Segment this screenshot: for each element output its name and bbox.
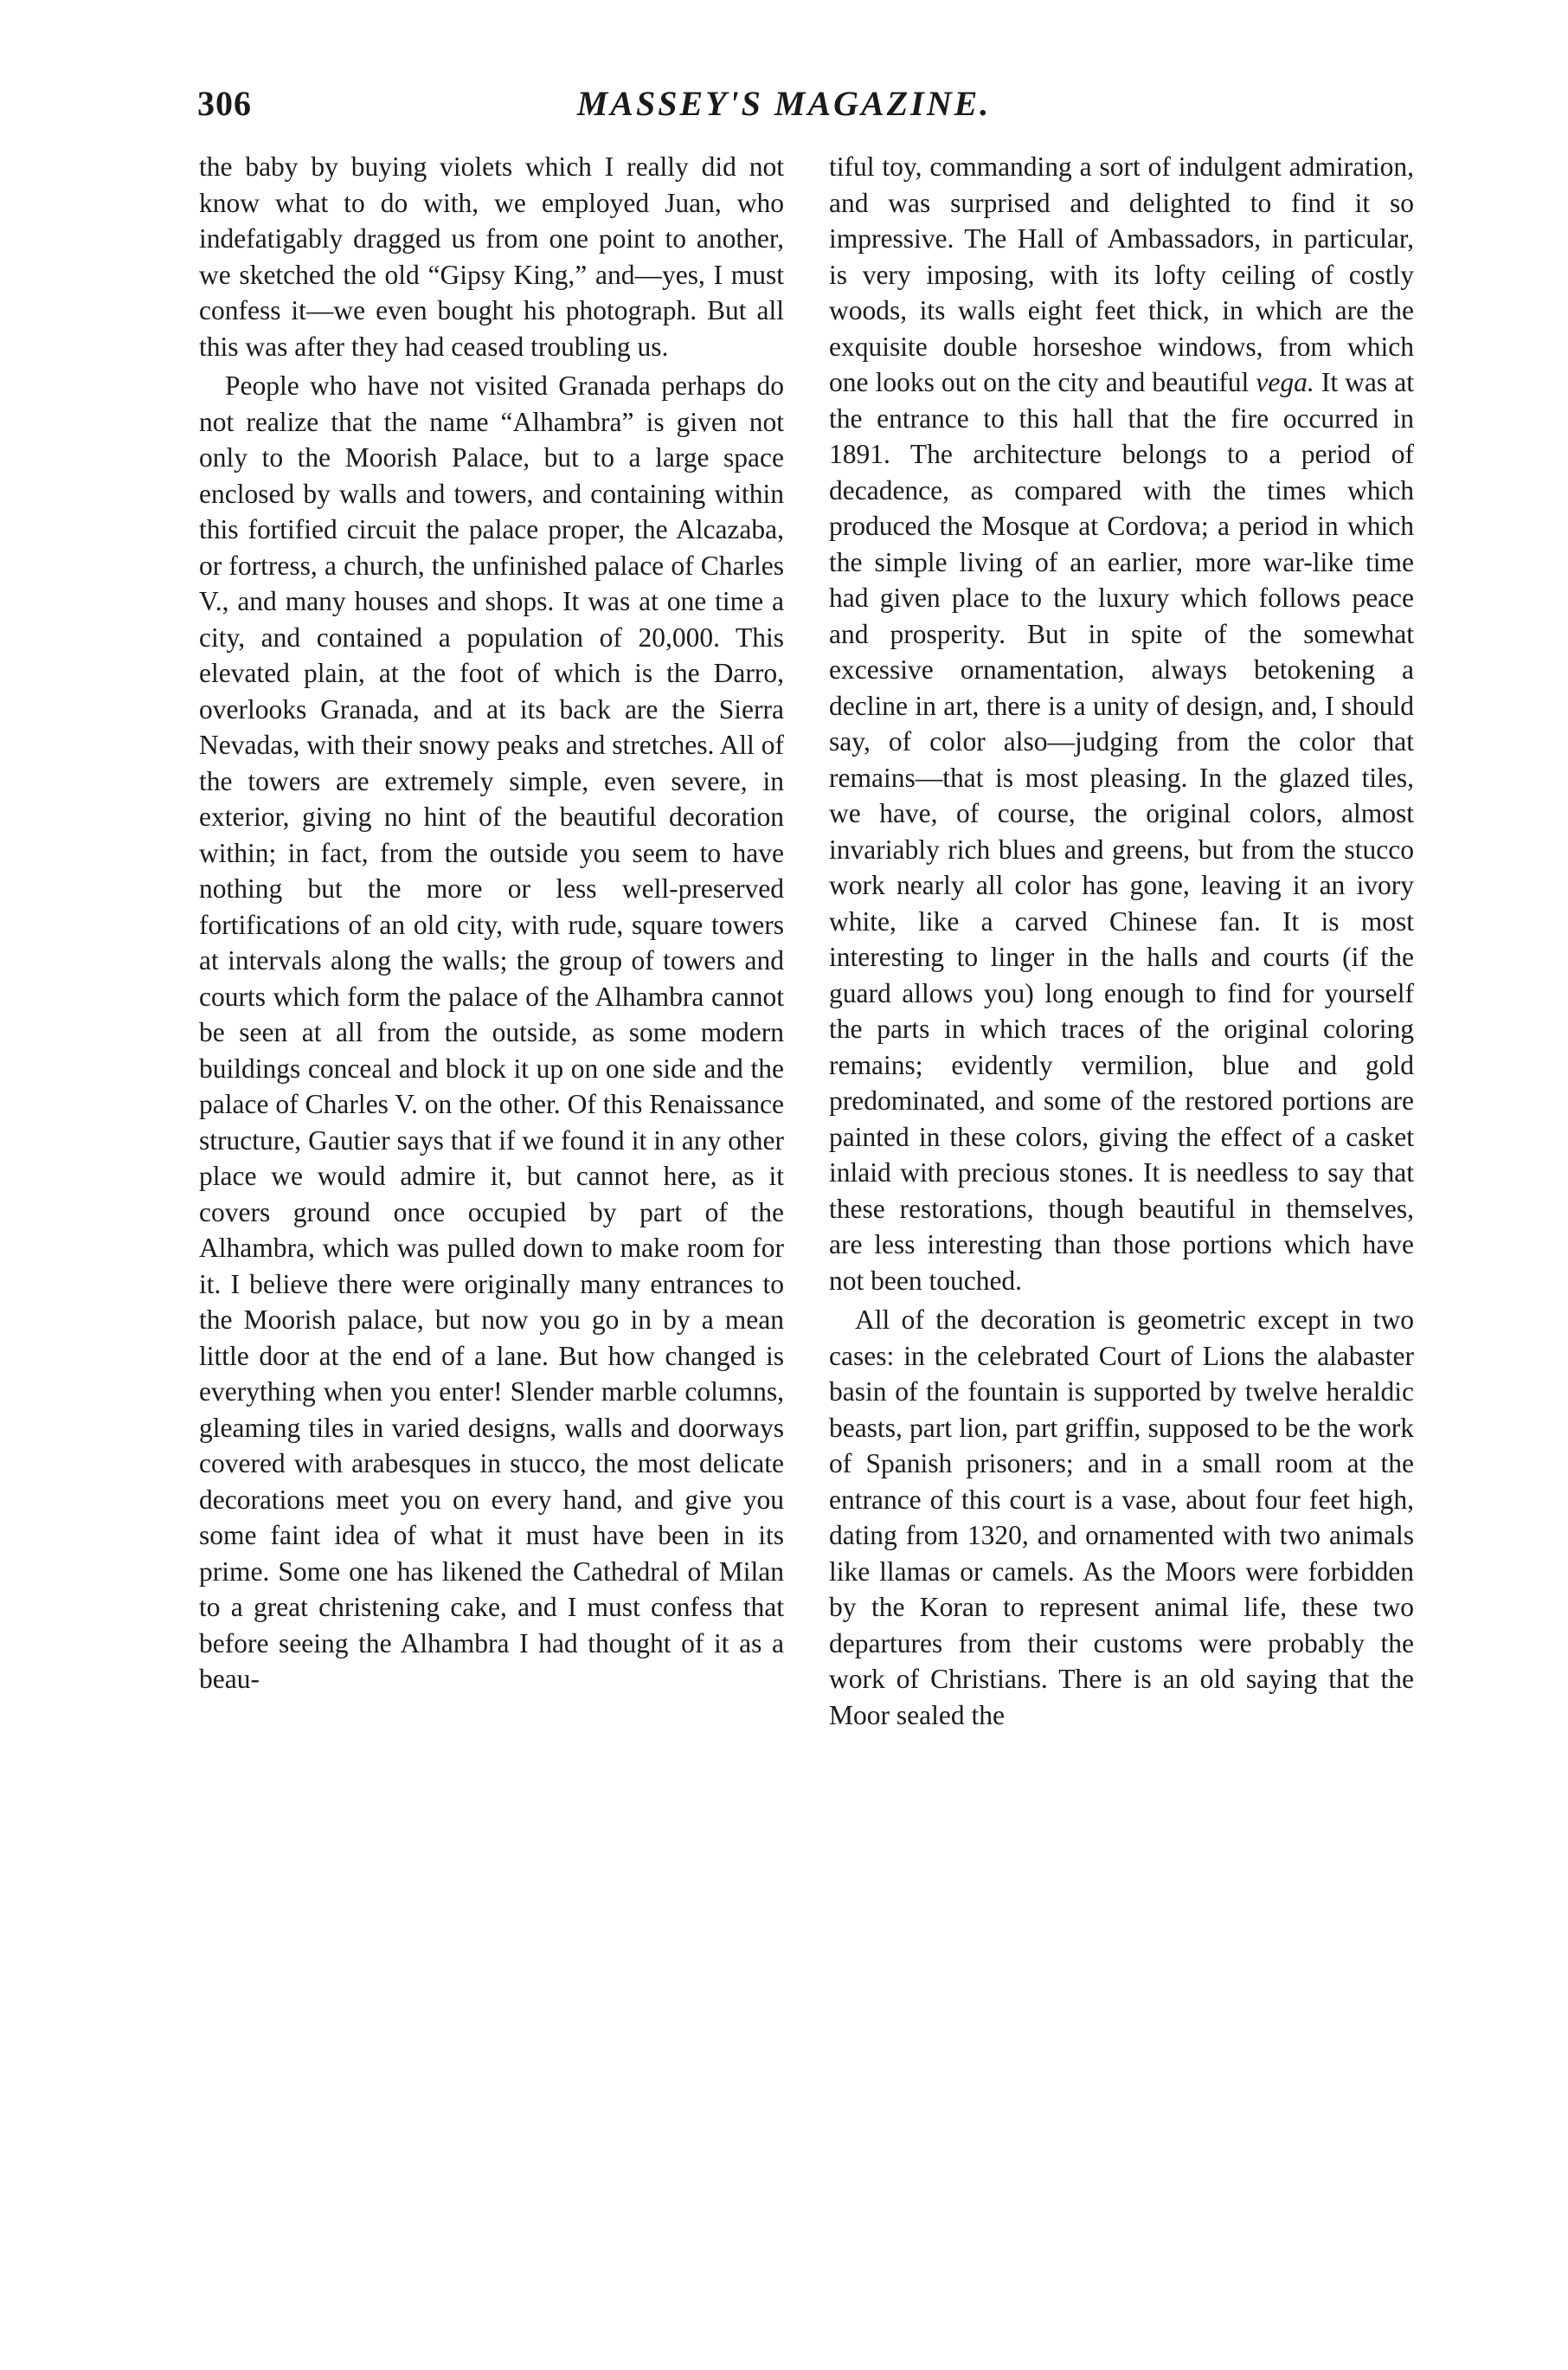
right-paragraph-1-part-1: tiful toy, commanding a sort of indulgent admiration, and was surprised and delighted to find it so impressive. The Hall of Ambassadors, in particular, is very imposing, with its lofty ceiling of costly woods, its walls eight feet thick, in which are the exquisite double horseshoe windows, from which one looks out on the city and beautiful	[829, 151, 1414, 397]
left-paragraph-2: People who have not visited Granada perhaps do not realize that the name “Alhambra” is given not only to the Moorish Palace, but to a large space enclosed by walls and towers, and containing within this fortified circuit the palace proper, the Alcazaba, or fortress, a church, the unfinished palace of Charles V., and many houses and shops. It was at one time a city, and contained a population of 20,000. This elevated plain, at the foot of which is the Darro, overlooks Granada, and at its back are the Sierra Nevadas, with their snowy peaks and stretches. All of the towers are extremely simple, even severe, in exterior, giving no hint of the beautiful decoration within; in fact, from the outside you seem to have nothing but the more or less well-preserved fortifications of an old city, with rude, square towers at intervals along the walls; the group of towers and courts which form the palace of the Alhambra cannot be seen at all from the outside, as some modern buildings conceal and block it up on one side and the palace of Charles V. on the other. Of this Renaissance structure, Gautier says that if we found it in any other place we would admire it, but cannot here, as it covers ground once occupied by part of the Alhambra, which was pulled down to make room for it. I believe there were originally many entrances to the Moorish palace, but now you go in by a mean little door at the end of a lane. But how changed is everything when you enter! Slender marble columns, gleaming tiles in varied designs, walls and doorways covered with arabesques in stucco, the most delicate decorations meet you on every hand, and give you some faint idea of what it must have been in its prime. Some one has likened the Cathedral of Milan to a great christening cake, and I must confess that before seeing the Alhambra I had thought of it as a beau-	[199, 370, 784, 1694]
right-paragraph-2: All of the decoration is geometric except in two cases: in the celebrated Court of Lions the alabaster basin of the fountain is supported by twelve heraldic beasts, part lion, part griffin, supposed to be the work of Spanish prisoners; and in a small room at the entrance of this court is a vase, about four feet high, dating from 1320, and ornamented with two animals like llamas or camels. As the Moors were forbidden by the Koran to represent animal life, these two departures from their customs were probably the work of Christians. There is an old saying that the Moor sealed the	[829, 1304, 1414, 1730]
left-paragraph-1: the baby by buying violets which I really did not know what to do with, we employed Juan, who indefatigably dragged us from one point to another, we sketched the old “Gipsy King,” and—yes, I must confess it—we even bought his photograph. But all this was after they had ceased troubling us.	[199, 151, 784, 362]
right-paragraph-1	[829, 149, 1414, 1298]
running-title: MASSEY'S MAGAZINE.	[576, 84, 992, 123]
page-number: 306	[197, 84, 252, 123]
right-paragraph-1-part-2: It was at the entrance to this hall that the fire occurred in 1891. The architecture belongs to a period of decadence, as compared with the times which produced the Mosque at Cordova; a period in which the simple living of an earlier, more war-like time had given place to the luxury which follows peace and prosperity. But in spite of the somewhat excessive ornamentation, always betokening a decline in art, there is a unity of design, and, I should say, of color also—judging from the color that remains—that is most pleasing. In the glazed tiles, we have, of course, the original colors, almost invariably rich blues and greens, but from the stucco work nearly all color has gone, leaving it an ivory white, like a carved Chinese fan. It is most interesting to linger in the halls and courts (if the guard allows you) long enough to find for yourself the parts in which traces of the original coloring remains; evidently vermilion, blue and gold predominated, and some of the restored portions are painted in these colors, giving the effect of a casket inlaid with precious stones. It is needless to say that these restorations, though beautiful in themselves, are less interesting than those portions which have not been touched.	[829, 367, 1414, 1296]
left-column	[199, 149, 784, 1697]
right-column	[829, 149, 1414, 1733]
right-paragraph-1-italic-vega: vega.	[1256, 367, 1314, 397]
